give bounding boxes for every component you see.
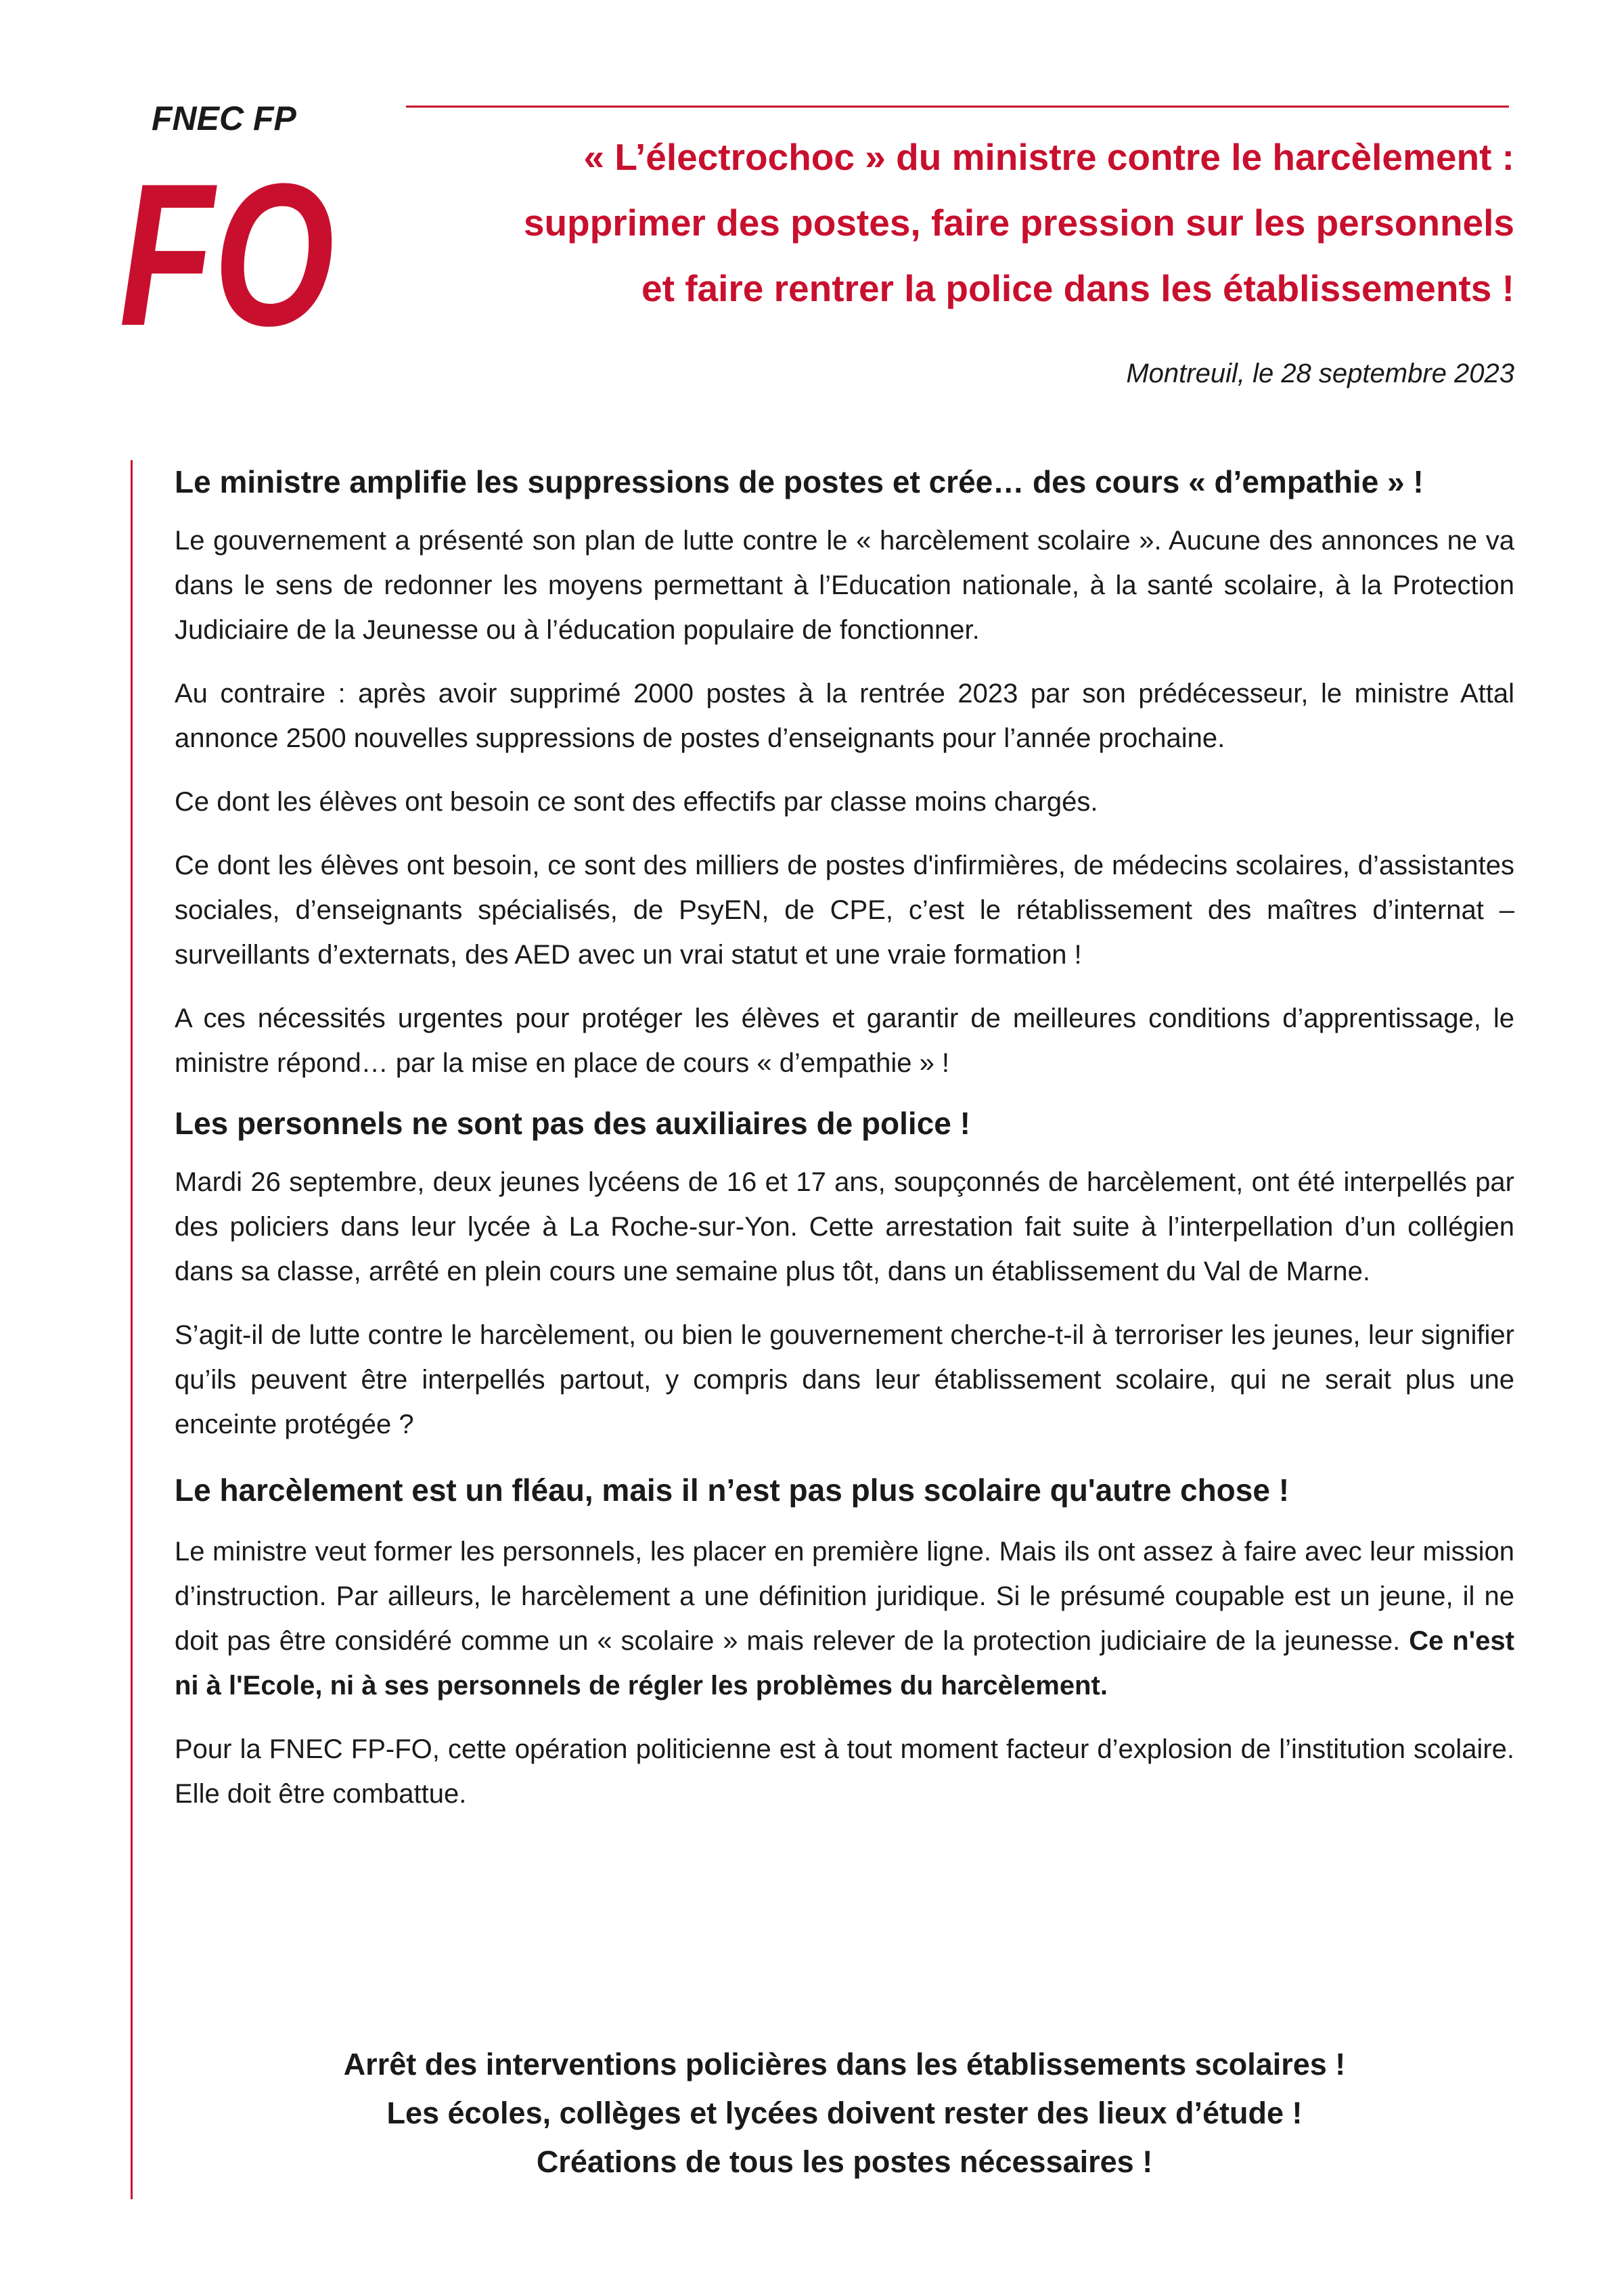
paragraph: A ces nécessités urgentes pour protéger les élèves et garantir de meilleures conditions d’apprentissage, le ministre répond… par la mise en place de cours « d’empathie » ! bbox=[175, 1004, 1514, 1078]
dateline: Montreuil, le 28 septembre 2023 bbox=[1126, 359, 1514, 388]
closing-line: Arrêt des interventions policières dans les établissements scolaires ! bbox=[343, 2047, 1346, 2081]
paragraph: Pour la FNEC FP-FO, cette opération politicienne est à tout moment facteur d’explosion de l’institution scolaire. Elle doit être combattue. bbox=[175, 1734, 1514, 1809]
logo-text-fo: FO bbox=[119, 141, 334, 368]
logo-text-fnec-fp: FNEC FP bbox=[152, 99, 296, 137]
title-line: supprimer des postes, faire pression sur les personnels bbox=[523, 202, 1514, 244]
paragraph-text: Le ministre veut former les personnels, les placer en première ligne. Mais ils ont assez à faire avec leur mission d’instruction. Par ailleurs, le harcèlement a une définition juridique. Si le présumé coupable est un jeune, il ne doit pas être considéré comme un « scolaire » mais relever de la protection judiciaire de la jeunesse. bbox=[175, 1537, 1514, 1656]
margin-rule bbox=[131, 460, 133, 2199]
paragraph: Le gouvernement a présenté son plan de lutte contre le « harcèlement scolaire ». Aucune des annonces ne va dans le sens de redonner les moyens permettant à l’Education nationale, à la santé scolaire, à la Protection Judiciaire de la Jeunesse ou à l’éducation populaire de fonctionner. bbox=[175, 526, 1514, 645]
paragraph: Ce dont les élèves ont besoin, ce sont des milliers de postes d'infirmières, de médecins scolaires, d’assistantes sociales, d’enseignants spécialisés, de PsyEN, de CPE, c’est le rétablissement des maîtres d’internat – surveillants d’externats, des AED avec un vrai statut et une vraie formation ! bbox=[175, 851, 1514, 970]
header-rule bbox=[406, 106, 1509, 108]
closing-line: Créations de tous les postes nécessaires ! bbox=[536, 2144, 1153, 2179]
closing-slogans bbox=[175, 2040, 1514, 2186]
section-heading: Le harcèlement est un fléau, mais il n’est pas plus scolaire qu'autre chose ! bbox=[175, 1472, 1290, 1508]
fo-logo bbox=[116, 99, 340, 368]
title-line: et faire rentrer la police dans les établissements ! bbox=[641, 267, 1514, 309]
article-body bbox=[175, 460, 1514, 1816]
paragraph: Au contraire : après avoir supprimé 2000 postes à la rentrée 2023 par son prédécesseur, le ministre Attal annonce 2500 nouvelles suppressions de postes d’enseignants pour l’année prochaine. bbox=[175, 679, 1514, 753]
title-line: « L’électrochoc » du ministre contre le harcèlement : bbox=[583, 136, 1514, 178]
paragraph bbox=[175, 1529, 1514, 1708]
paragraph: Ce dont les élèves ont besoin ce sont des effectifs par classe moins chargés. bbox=[175, 787, 1098, 817]
paragraph: S’agit-il de lutte contre le harcèlement, ou bien le gouvernement cherche-t-il à terroriser les jeunes, leur signifier qu’ils peuvent être interpellés partout, y compris dans leur établissement scolaire, qui ne serait plus une enceinte protégée ? bbox=[175, 1320, 1514, 1439]
paragraph: Mardi 26 septembre, deux jeunes lycéens de 16 et 17 ans, soupçonnés de harcèlement, ont été interpellés par des policiers dans leur lycée à La Roche-sur-Yon. Cette arrestation fait suite à l’interpellation d’un collégien dans sa classe, arrêté en plein cours une semaine plus tôt, dans un établissement du Val de Marne. bbox=[175, 1167, 1514, 1286]
page-title bbox=[325, 125, 1514, 321]
section-heading: Les personnels ne sont pas des auxiliaires de police ! bbox=[175, 1106, 970, 1141]
paragraph-emphasis: Ce n'est ni à l'Ecole, ni à ses personnels de régler les problèmes du harcèlement. bbox=[175, 1626, 1514, 1701]
section-heading: Le ministre amplifie les suppressions de postes et crée… des cours « d’empathie » ! bbox=[175, 464, 1424, 499]
closing-line: Les écoles, collèges et lycées doivent rester des lieux d’étude ! bbox=[386, 2096, 1303, 2130]
